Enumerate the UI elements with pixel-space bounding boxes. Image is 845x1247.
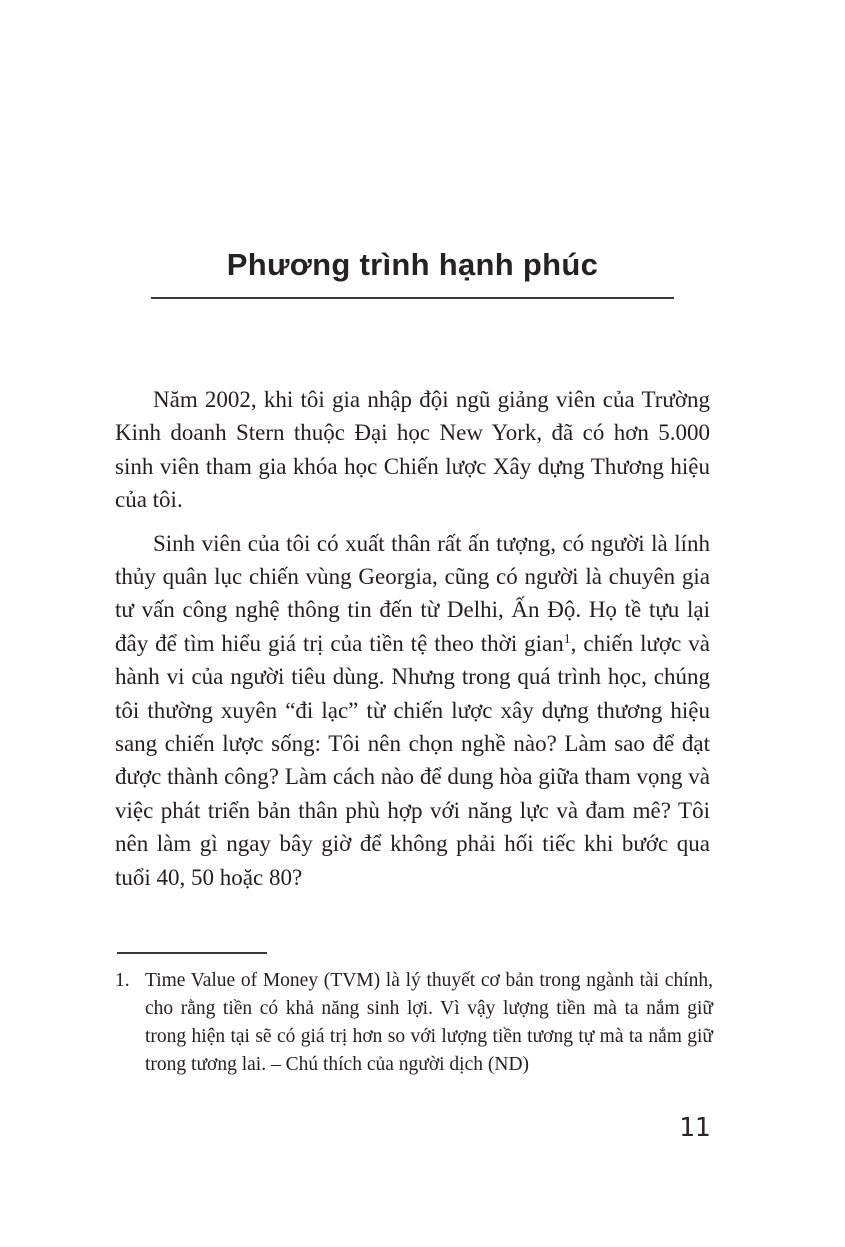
chapter-title: Phương trình hạnh phúc bbox=[226, 247, 599, 282]
footnote-block bbox=[115, 952, 713, 1079]
footnote-divider bbox=[117, 952, 267, 954]
page-number: 11 bbox=[679, 1113, 711, 1143]
paragraph-1: Năm 2002, khi tôi gia nhập đội ngũ giảng viên của Trường Kinh doanh Stern thuộc Đại học New York, đã có hơn 5.000 sinh viên tham gia khóa học Chiến lược Xây dựng Thương hiệu của tôi. bbox=[115, 387, 710, 513]
chapter-body bbox=[115, 383, 710, 904]
footnote-reference-marker: 1 bbox=[563, 631, 571, 647]
footnote-number: 1. bbox=[115, 970, 130, 991]
footnote bbox=[115, 967, 713, 1079]
paragraph-2-text-after-footnote-ref: , chiến lược và hành vi của người tiêu dùng. Nhưng trong quá trình học, chúng tôi thường xuyên “đi lạc” từ chiến lược xây dựng thương hiệu sang chiến lược sống: Tôi nên chọn nghề nào? Làm sao để đạt được thành công? Làm cách nào để dung hòa giữa tham vọng và việc phát triển bản thân phù hợp với năng lực và đam mê? Tôi nên làm gì ngay bây giờ để không phải hối tiếc khi bước qua tuổi 40, 50 hoặc 80? bbox=[115, 630, 710, 890]
chapter-header bbox=[115, 246, 710, 299]
title-divider bbox=[151, 297, 674, 299]
paragraph-2-text-before-footnote-ref: Sinh viên của tôi có xuất thân rất ấn tượng, có người là lính thủy quân lục chiến vùng Georgia, cũng có người là chuyên gia tư vấn công nghệ thông tin đến từ Delhi, Ấn Độ. Họ tề tựu lại đây để tìm hiểu giá trị của tiền tệ theo thời gian bbox=[115, 530, 710, 656]
paragraph-2 bbox=[115, 527, 710, 894]
footnote-text: Time Value of Money (TVM) là lý thuyết cơ bản trong ngành tài chính, cho rằng tiền có khả năng sinh lợi. Vì vậy lượng tiền mà ta nắm giữ trong hiện tại sẽ có giá trị hơn so với lượng tiền tương tự mà ta nắm giữ trong tương lai. – Chú thích của người dịch (ND) bbox=[145, 970, 713, 1075]
